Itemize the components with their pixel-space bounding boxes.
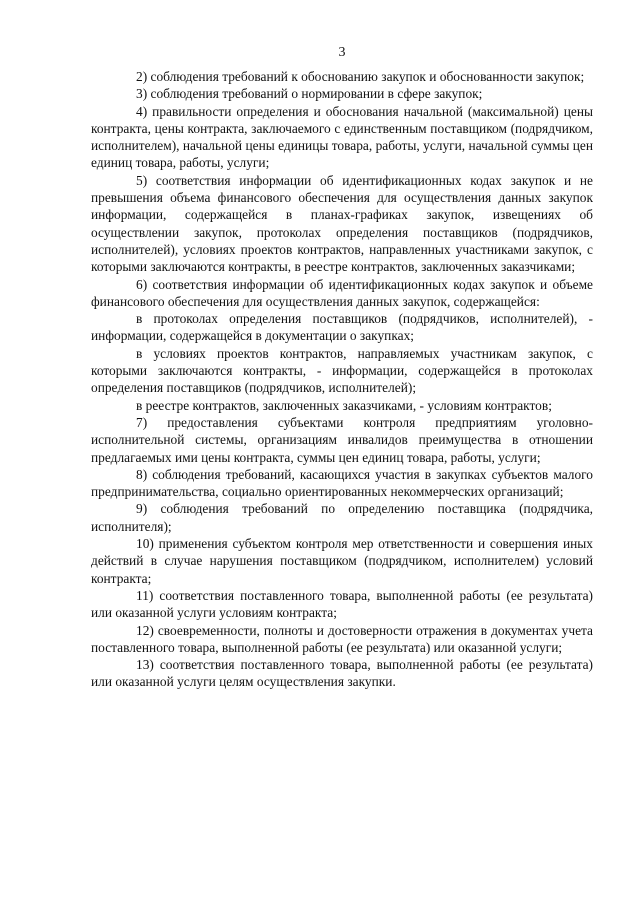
- paragraph-item-9: 9) соблюдения требований по определению поставщика (подрядчика, исполнителя);: [91, 501, 593, 534]
- paragraph-item-4: 4) правильности определения и обоснования начальной (максимальной) цены контракта, цены контракта, заключаемого с единственным поставщиком (подрядчиком, исполнителем), начальной цены единицы товара, работы, услуги, начальной суммы цен единиц товара, работы, услуги;: [91, 103, 593, 171]
- paragraph-item-12: 12) своевременности, полноты и достоверности отражения в документах учета поставленного товара, выполненной работы (ее результата) или оказанной услуги;: [91, 622, 593, 655]
- paragraph-item-11: 11) соответствия поставленного товара, выполненной работы (ее результата) или оказанной услуги условиям контракта;: [91, 587, 593, 621]
- paragraph-item-7: 7) предоставления субъектами контроля предприятиям уголовно-исполнительной системы, организациям инвалидов преимущества в отношении предлагаемых ими цены контракта, суммы цен единиц товара, работы, услуги;: [91, 414, 593, 465]
- paragraph-item-2: 2) соблюдения требований к обоснованию закупок и обоснованности закупок;: [136, 69, 585, 84]
- paragraph-item-6-contract-drafts: в условиях проектов контрактов, направляемых участникам закупок, с которыми заключаются контракты, - информации, содержащейся в протоколах определения поставщиков (подрядчиков, исполнителей);: [91, 345, 593, 396]
- paragraph-item-10: 10) применения субъектом контроля мер ответственности и совершения иных действий в случае нарушения поставщиком (подрядчиком, исполнителем) условий контракта;: [91, 536, 593, 586]
- paragraph-item-6-protocols: в протоколах определения поставщиков (подрядчиков, исполнителей), - информации, содержащейся в документации о закупках;: [91, 311, 593, 344]
- paragraph-item-5: 5) соответствия информации об идентификационных кодах закупок и не превышения объема финансового обеспечения для осуществления данных закупок информации, содержащейся в планах-графиках закупок, извещениях об осуществлении закупок, протоколах определения поставщиков (подрядчиков, исполнителей), условиях проектов контрактов, направленных участниками закупок, с которыми заключаются контракты, в реестре контрактов, заключенных заказчиками;: [91, 172, 593, 275]
- paragraph-item-8: 8) соблюдения требований, касающихся участия в закупках субъектов малого предпринимательства, социально ориентированных некоммерческих организаций;: [91, 466, 593, 500]
- paragraph-item-6: 6) соответствия информации об идентификационных кодах закупок и объеме финансового обеспечения для осуществления данных закупок, содержащейся:: [91, 276, 593, 309]
- page-number: 3: [338, 45, 346, 60]
- paragraph-item-3: 3) соблюдения требований о нормировании в сфере закупок;: [136, 86, 483, 102]
- document-body: [91, 68, 593, 691]
- paragraph-item-6-contract-registry: в реестре контрактов, заключенных заказчиками, - условиям контрактов;: [136, 397, 552, 413]
- paragraph-item-13: 13) соответствия поставленного товара, выполненной работы (ее результата) или оказанной услуги целям осуществления закупки.: [91, 657, 593, 690]
